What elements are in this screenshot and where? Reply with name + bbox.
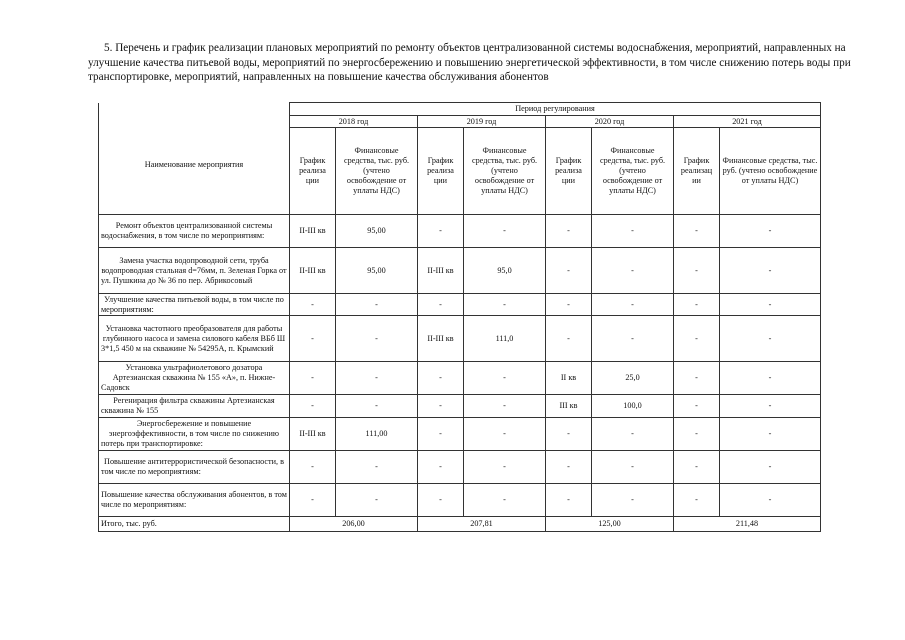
schedule-cell: II-III кв — [290, 248, 336, 294]
year-header: 2020 год — [546, 116, 674, 128]
plan-table — [98, 102, 821, 532]
schedule-cell: - — [674, 395, 720, 418]
schedule-cell: - — [546, 316, 592, 362]
schedule-header: График реализа ции — [290, 128, 336, 215]
schedule-cell: - — [290, 316, 336, 362]
finance-header: Финансовые средства, тыс. руб. (учтено освобождение от уплаты НДС) — [464, 128, 546, 215]
row-name: Установка ультрафиолетового дозатора Артезианская скважина № 155 «А», п. Нижне-Садовск — [99, 362, 290, 395]
row-name: Установка частотного преобразователя для работы глубинного насоса и замена силового кабеля ВБб Ш 3*1,5 450 м на скважине № 54295А, п. Крымский — [99, 316, 290, 362]
schedule-cell: - — [674, 418, 720, 451]
finance-cell: - — [464, 484, 546, 517]
name-header-top — [99, 103, 290, 116]
finance-cell: - — [336, 294, 418, 316]
finance-cell: - — [464, 451, 546, 484]
finance-cell: - — [592, 215, 674, 248]
finance-cell: - — [720, 248, 821, 294]
finance-cell: - — [592, 294, 674, 316]
finance-cell: - — [592, 248, 674, 294]
table-row — [99, 215, 821, 248]
total-value: 206,00 — [290, 517, 418, 532]
finance-cell: - — [464, 418, 546, 451]
total-value: 207,81 — [418, 517, 546, 532]
schedule-cell: II-III кв — [418, 316, 464, 362]
finance-cell: - — [720, 215, 821, 248]
finance-cell: 95,0 — [464, 248, 546, 294]
schedule-cell: - — [418, 484, 464, 517]
row-name: Улучшение качества питьевой воды, в том числе по мероприятиям: — [99, 294, 290, 316]
schedule-cell: - — [290, 484, 336, 517]
finance-cell: - — [720, 451, 821, 484]
finance-cell: - — [720, 294, 821, 316]
schedule-cell: - — [546, 294, 592, 316]
table-row — [99, 484, 821, 517]
schedule-cell: - — [418, 395, 464, 418]
schedule-header: График реализа ции — [546, 128, 592, 215]
year-header: 2019 год — [418, 116, 546, 128]
schedule-cell: - — [546, 248, 592, 294]
schedule-cell: II-III кв — [290, 418, 336, 451]
row-name: Регенирация фильтра скважины Артезианская скважина № 155 — [99, 395, 290, 418]
table-row — [99, 451, 821, 484]
schedule-cell: - — [418, 362, 464, 395]
finance-header: Финансовые средства, тыс. руб. (учтено освобождение от уплаты НДС) — [720, 128, 821, 215]
schedule-cell: - — [674, 248, 720, 294]
finance-cell: - — [464, 395, 546, 418]
finance-cell: - — [336, 316, 418, 362]
row-name: Повышение качества обслуживания абонентов, в том числе по мероприятиям: — [99, 484, 290, 517]
finance-cell: 95,00 — [336, 248, 418, 294]
finance-cell: - — [592, 316, 674, 362]
finance-cell: - — [336, 484, 418, 517]
table-row — [99, 316, 821, 362]
schedule-cell: - — [546, 484, 592, 517]
name-header: Наименование мероприятия — [99, 116, 290, 215]
schedule-cell: - — [674, 294, 720, 316]
schedule-cell: - — [674, 362, 720, 395]
finance-cell: 95,00 — [336, 215, 418, 248]
table-row — [99, 362, 821, 395]
finance-header: Финансовые средства, тыс. руб. (учтено освобождение от уплаты НДС) — [336, 128, 418, 215]
table-row — [99, 418, 821, 451]
table-row — [99, 395, 821, 418]
row-name: Энергосбережение и повышение энергоэффективности, в том числе по снижению потерь при транспортировке: — [99, 418, 290, 451]
schedule-cell: - — [418, 451, 464, 484]
finance-cell: - — [336, 395, 418, 418]
finance-cell: - — [592, 418, 674, 451]
finance-cell: 111,00 — [336, 418, 418, 451]
schedule-cell: II кв — [546, 362, 592, 395]
finance-header: Финансовые средства, тыс. руб. (учтено освобождение от уплаты НДС) — [592, 128, 674, 215]
row-name: Повышение антитеррористической безопасности, в том числе по мероприятиям: — [99, 451, 290, 484]
row-name: Ремонт объектов централизованной системы водоснабжения, в том числе по мероприятиям: — [99, 215, 290, 248]
year-header: 2021 год — [674, 116, 821, 128]
period-header: Период регулирования — [290, 103, 821, 116]
finance-cell: - — [720, 484, 821, 517]
finance-cell: - — [464, 294, 546, 316]
schedule-cell: - — [546, 451, 592, 484]
schedule-header: График реализац ии — [674, 128, 720, 215]
total-row — [99, 517, 821, 532]
schedule-cell: - — [290, 362, 336, 395]
finance-cell: - — [720, 316, 821, 362]
schedule-cell: - — [674, 316, 720, 362]
finance-cell: - — [720, 395, 821, 418]
schedule-cell: - — [674, 451, 720, 484]
table-row — [99, 248, 821, 294]
total-value: 125,00 — [546, 517, 674, 532]
finance-cell: - — [464, 362, 546, 395]
schedule-cell: - — [290, 395, 336, 418]
finance-cell: - — [592, 484, 674, 517]
finance-cell: - — [336, 451, 418, 484]
finance-cell: - — [720, 418, 821, 451]
table-row — [99, 294, 821, 316]
finance-cell: 100,0 — [592, 395, 674, 418]
schedule-cell: - — [290, 451, 336, 484]
schedule-cell: - — [674, 215, 720, 248]
finance-cell: 25,0 — [592, 362, 674, 395]
schedule-cell: III кв — [546, 395, 592, 418]
total-value: 211,48 — [674, 517, 821, 532]
schedule-cell: II-III кв — [290, 215, 336, 248]
year-header: 2018 год — [290, 116, 418, 128]
schedule-cell: - — [418, 418, 464, 451]
schedule-cell: II-III кв — [418, 248, 464, 294]
section-heading: 5. Перечень и график реализации плановых мероприятий по ремонту объектов централизованной системы водоснабжения, мероприятий, направленных на улучшение качества питьевой воды, мероприятий по энергосбережению и повышению энергетической эффективности, в том числе снижению потерь воды при транспортировке, мероприятий, направленных на повышение качества обслуживания абонентов — [88, 42, 851, 83]
finance-cell: - — [592, 451, 674, 484]
schedule-cell: - — [546, 215, 592, 248]
schedule-header: График реализа ции — [418, 128, 464, 215]
total-label: Итого, тыс. руб. — [99, 517, 290, 532]
schedule-cell: - — [290, 294, 336, 316]
schedule-cell: - — [418, 294, 464, 316]
finance-cell: - — [720, 362, 821, 395]
schedule-cell: - — [674, 484, 720, 517]
row-name: Замена участка водопроводной сети, труба водопроводная стальная d=76мм, п. Зеленая Горка от ул. Пушкина до № 36 по пер. Абрикосовый — [99, 248, 290, 294]
finance-cell: 111,0 — [464, 316, 546, 362]
schedule-cell: - — [546, 418, 592, 451]
finance-cell: - — [464, 215, 546, 248]
finance-cell: - — [336, 362, 418, 395]
schedule-cell: - — [418, 215, 464, 248]
